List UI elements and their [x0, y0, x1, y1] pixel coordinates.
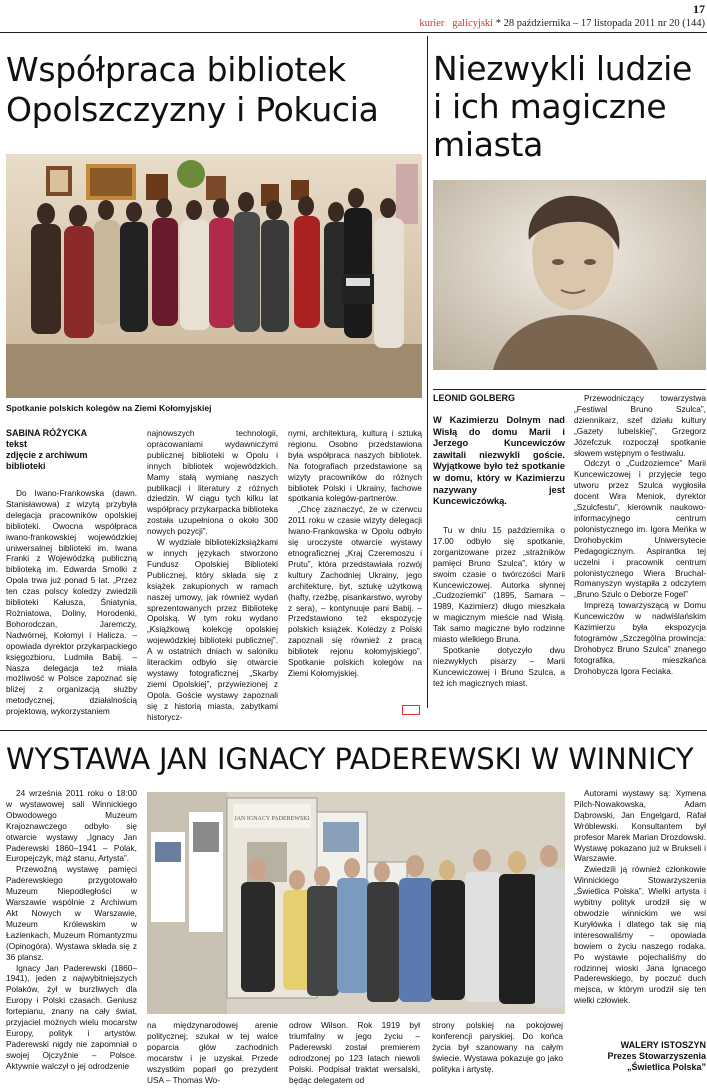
article3-photo: [147, 792, 565, 1014]
paragraph: Imprezą towarzyszącą w Domu Kuncewiczów w nadwiślańskim Kazimierzu była ekspozycja fotogramów „Szczególna prowincja: Drohobycz Bruno Szulca” znanego fotografika, mieszkańca Drohobycza Igora Feciaka.: [574, 600, 706, 676]
signature-name: WALERY ISTOSZYN: [620, 1040, 706, 1050]
article3-title: WYSTAWA JAN IGNACY PADEREWSKI W WINNICY: [6, 742, 694, 776]
paragraph: strony polskiej na pokojowej konferencji paryskiej. Do końca życia był szanowany na całym świecie. Wystawa pokazuje go jako polityka i artystę.: [432, 1020, 563, 1074]
article1-col2: [147, 428, 278, 722]
end-mark: [402, 705, 420, 715]
paragraph: Tu w dniu 15 października o 17.00 odbyło się spotkanie, zorganizowane przez „strażników pamięci Bruno Szulca”, który w swoim czasie o twórczości Marii Kuncewiczowej. Autorka słynnej „Cudzoziemki” (1895, Samara – 1989, Kazimierz) długo mieszkała w magicznym mieście nad Wisłą. Tak samo magiczne było rodzinne miasto wielkiego Bruna.: [433, 525, 565, 645]
article2-lead: W Kazimierzu Dolnym nad Wisłą do domu Marii i Jerzego Kuncewiczów zawitali niezwykli goście. Wyjątkowe było też spotkanie w domu, który w Kazimierzu nazywany jest Kuncewiczówką.: [433, 415, 565, 507]
paragraph: 24 września 2011 roku o 18:00 w wystawowej sali Winnickiego Obwodowego Muzeum Krajoznawczego odbyło się otwarcie wystawy „Ignacy Jan Paderewski 1860–1941 – Polak, Europejczyk, mąż stanu, Artysta”.: [6, 788, 137, 864]
article2-rule: [433, 389, 706, 390]
paragraph: Przewoźną wystawę pamięci Paderewskiego przygotowało Muzeum Niepodległości w Warszawie wspólnie z Archiwum Akt Nowych w Warszawie, Muzeum Królewskim w Łazienkach, Muzeum Romantyzmu (Opinogóra). Wystawa składa się z 36 plansz.: [6, 864, 137, 962]
article2-col2: [574, 393, 706, 677]
poster-title: JAN IGNACY PADEREWSKI: [234, 816, 310, 822]
byline-text: tekst: [6, 439, 28, 449]
article3-col5: [574, 788, 706, 1006]
paragraph: „Chcę zaznaczyć, że w czerwcu 2011 roku w czasie wizyty delegacji Iwano-Frankowska w Opolu odbyło się uroczyste otwarcie wystawy etnograficznej „Kraj Czeremoszu i Prutu”, która przedstawiała rozwój kultury Zachodniej Ukrainy, jego architekturę, byt, sztukę użytkową (hafty, rzeźbę, pisankarstwo, wyroby z sera), – kontynuuje pani Babij. – Przedstawiono też ekspozycję polskich książek. Koledzy z Polski zapoznali się również z pracą bibliotek rejonu kołomyjskiego”. Spotkanie polskich kolegów na Ziemi Kołomyjskiej.: [288, 504, 422, 678]
article3-col1: [6, 788, 137, 1072]
running-head: [419, 18, 705, 29]
article2-title: Niezwykli ludzie i ich magiczne miasta: [433, 49, 692, 164]
issue-info: * 28 października – 17 listopada 2011 nr 20 (144): [495, 18, 705, 29]
paragraph: Odczyt o „Cudzoziemce” Marii Kuncewiczowej i przyjęcie tego utworu przez Szulca wygłosiła docent Wira Meniok, dyrektor „Szulcfestu”, kierownik naukowo-informacyjnego centrum polonistycznego im. Igora Meńka w Drohobyckim Uniwersytecie Pedagogicznym. Aspirantka tej uczelni i pracownik centrum polonistycznego Wiera Bruchal-Romanyszyn wystąpiła z odczytem „Bruno Szulc o Deborze Fogel”: [574, 458, 706, 600]
page-number: 17: [693, 2, 705, 16]
paragraph: Przewodniczący towarzystwa „Festiwal Bruno Szulca”, dziennikarz, szef działu kultury „Gazety lubelskiej”, Grzegorz Józefczuk rozpoczął spotkanie słowem wstępnym o festiwalu.: [574, 393, 706, 458]
article1-title: Współpraca bibliotek Opolszczyzny i Pokucia: [6, 50, 379, 129]
signature-role: Prezes Stowarzyszenia: [607, 1051, 706, 1061]
byline-source: biblioteki: [6, 461, 46, 471]
article2-byline: LEONID GOLBERG: [433, 393, 516, 403]
article3-col2: [147, 1020, 278, 1085]
article3-col3: [289, 1020, 420, 1085]
paragraph: W wydziale bibliotekizksiążkami w innych językach stworzono Fundusz Opolskiej Biblioteki Publicznej, który składa się z książek zakupionych w ramach naszej umowy, jak również wydań sprezentowanych przez Bibliotekę Opolską. W tym roku wydano „Książkową kolekcję opolskiej wojewódzkiej biblioteki publicznej”. A w ostatnich dniach w saloniku literackim odbyło się otwarcie wystawy fotograficznej „Skarby ziemi Opolskiej”, przywiezionej z Opola. Goście wystawy zapoznali się z historią miasta, zabytkami historycz-: [147, 537, 278, 722]
article1-photo: [6, 154, 422, 398]
paragraph: nymi, architekturą, kulturą i sztuką regionu. Osobno przedstawiona była współpraca naszych bibliotek. Na fotografiach przedstawione są wizyty pracowników do różnych bibliotek Polski i Ukrainy, fachowe spotkania kolegów-partnerów.: [288, 428, 422, 504]
paragraph: najnowszych technologii, opracowaniami wydawniczymi publicznej biblioteki w Opolu i innych bibliotek wojewódzkich. Mamy stałą wymianę naszych publikacji i literatury z różnych dziedzin. W ciągu tych kilku lat współpracy przykarpacka biblioteka została uzupełniona o około 300 nowych pozycji”.: [147, 428, 278, 537]
article1-byline: [6, 428, 140, 472]
paragraph: Zwiedzili ją również członkowie Winnickiego Stowarzyszenia „Świetlica Polska”. Wielki artysta i wybitny polityk urodził się w obwodzie winnickim we wsi Kuryłówka i dlatego tak się nią interesowaliśmy – opowiada bowiem o życiu naszego rodaka. Po wystawie pojechaliśmy do rodzinnej wioski Jana Ignacego Paderewskiego, by poczuć duch mejsca, w którym urodził się ten wielki człowiek.: [574, 864, 706, 1006]
paragraph: Autorami wystawy są: Xymena Pilch-Nowakowska, Adam Dąbrowski, Jan Engelgard, Rafał Wróblewski. Konsultantem był profesor Marek Marian Drozdowski. Wystawę pokazano już w Brukseli i Warszawie.: [574, 788, 706, 864]
brand-kurier: kurier: [419, 18, 445, 29]
paragraph: Ignacy Jan Paderewski (1860–1941), jeden z najwybitniejszych Polaków, żył w burzliwych dla Europy i Polski czasach. Geniusz fortepianu, znany na cały świat, przyjaciel możnych wielu mocarstw Europy, polityk i artystów. Paderewski nigdy nie zapomniał o swojej Ojczyźnie – Polsce. Aktywnie walczył o jej odrodzenie: [6, 962, 137, 1071]
header-rule: [0, 32, 707, 33]
article3-signature: [574, 1040, 706, 1073]
article1-col3: [288, 428, 422, 679]
article1-col1: [6, 488, 137, 717]
article1-caption: Spotkanie polskich kolegów na Ziemi Kołomyjskiej: [6, 403, 212, 413]
paragraph: odrow Wilson. Rok 1919 był triumfalny w jego życiu – Paderewski został premierem odrodzonej po 123 latach niewoli Polski. Podpisał traktat wersalski, będąc delegatem od: [289, 1020, 420, 1085]
brand-galicyjski: galicyjski: [452, 18, 494, 29]
paragraph: Do Iwano-Frankowska (dawn. Stanisławowa) z wizytą przybyła delegacja pracowników opolskiej biblioteki. Owocna współpraca iwano-frankowskiej wojewódzkiej uniwersalnej biblioteki im. Iwana Franki z Wojewódzką publiczną biblioteką im. Edwarda Smolki z Opola trwa już ponad 5 lat. „Przez ten czas polscy koledzy zwiedzili biblioteki Kałusza, Śniatynia, Rożniatowa, Doliny, Horodenki, Bohorodczan, Jaremczy, Nadwórnej, Kołomyi i Halicza. – opowiada dyrektor przykarpackiego księgozbioru, Ludmiła Babij. – Nasza delegacja też miała możliwość w Polsce zapoznać się bliżej z organizacją służby metodycznej, działalnością projektową, wykorzystaniem: [6, 488, 137, 717]
article2-col1: [433, 525, 565, 689]
article2-portrait-photo: [433, 180, 706, 370]
paragraph: na międzynarodowej arenie politycznej; szukał w tej walce poparcia głów zachodnich mocarstw i je uzyskał. Przede wszystkim poparł go prezydent USA – Thomas Wo-: [147, 1020, 278, 1085]
article3-col4: [432, 1020, 563, 1075]
section-divider: [0, 730, 707, 731]
byline-photo: zdjęcie z archiwum: [6, 450, 88, 460]
paragraph: Spotkanie dotyczyło dwu niezwykłych pisarzy – Marii Kuncewiczowej i Bruno Szulca, a też ich magicznych miast.: [433, 644, 565, 688]
signature-org: „Świetlica Polska”: [626, 1062, 706, 1072]
column-divider: [427, 36, 428, 708]
author-name: SABINA RÓŻYCKA: [6, 428, 88, 438]
